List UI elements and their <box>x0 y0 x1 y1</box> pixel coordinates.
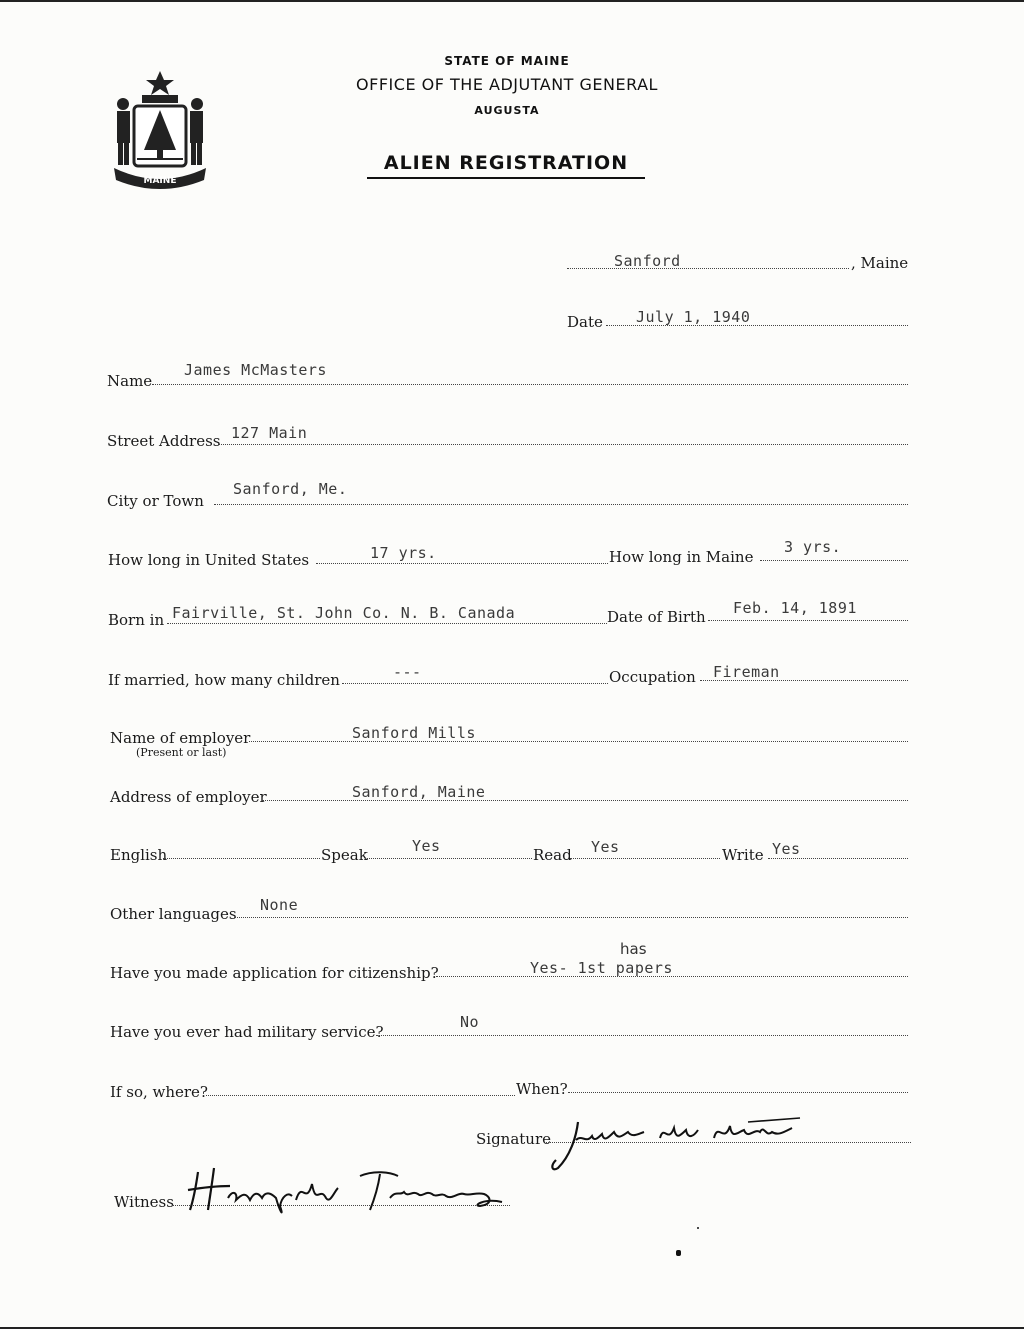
when-field[interactable] <box>568 1092 908 1093</box>
us-years-field[interactable] <box>316 563 608 564</box>
employer-sublabel: (Present or last) <box>136 746 227 759</box>
maine-years-label: How long in Maine <box>609 548 754 566</box>
other-languages-value: None <box>260 896 299 914</box>
seal-banner-text: MAINE <box>143 176 177 186</box>
citizenship-label: Have you made application for citizenship? <box>110 964 439 982</box>
witness-handwriting <box>184 1162 514 1218</box>
header-city: AUGUSTA <box>474 104 540 117</box>
dob-label: Date of Birth <box>607 608 706 626</box>
occupation-value: Fireman <box>713 663 780 681</box>
write-label: Write <box>722 846 764 864</box>
speak-value: Yes <box>412 837 441 855</box>
date-label: Date <box>567 313 603 331</box>
street-field[interactable] <box>219 444 908 445</box>
read-field[interactable] <box>570 858 720 859</box>
military-field[interactable] <box>376 1035 908 1036</box>
english-field[interactable] <box>163 858 320 859</box>
occupation-label: Occupation <box>609 668 696 686</box>
children-value: --- <box>393 663 422 681</box>
citizenship-value: Yes- 1st papers <box>530 959 673 977</box>
signature-handwriting <box>548 1114 818 1176</box>
born-label: Born in <box>108 611 165 629</box>
maine-years-field[interactable] <box>760 560 908 561</box>
speak-field[interactable] <box>365 858 532 859</box>
name-value: James McMasters <box>184 361 327 379</box>
us-years-value: 17 yrs. <box>370 544 437 562</box>
signature-label: Signature <box>476 1130 552 1148</box>
ink-speck <box>697 1227 699 1229</box>
street-value: 127 Main <box>231 424 308 442</box>
name-field[interactable] <box>152 384 908 385</box>
employer-address-label: Address of employer <box>110 788 267 806</box>
employer-address-value: Sanford, Maine <box>352 783 486 801</box>
military-value: No <box>460 1013 480 1031</box>
military-label: Have you ever had military service? <box>110 1023 384 1041</box>
dob-value: Feb. 14, 1891 <box>733 599 857 617</box>
ink-speck <box>676 1250 681 1256</box>
city-value: Sanford, Me. <box>233 480 348 498</box>
read-value: Yes <box>591 838 620 856</box>
dob-field[interactable] <box>708 620 908 621</box>
when-label: When? <box>516 1080 568 1098</box>
read-label: Read <box>533 846 572 864</box>
town-field[interactable] <box>567 268 849 269</box>
city-field[interactable] <box>214 504 908 505</box>
employer-value: Sanford Mills <box>352 724 476 742</box>
street-label: Street Address <box>107 432 221 450</box>
born-value: Fairville, St. John Co. N. B. Canada <box>172 604 516 622</box>
town-suffix: , Maine <box>851 254 909 272</box>
write-field[interactable] <box>768 858 908 859</box>
header-office: OFFICE OF THE ADJUTANT GENERAL <box>356 75 658 94</box>
write-value: Yes <box>772 840 801 858</box>
born-field[interactable] <box>167 623 607 624</box>
children-label: If married, how many children <box>108 671 340 689</box>
children-field[interactable] <box>342 683 608 684</box>
title-underline <box>367 177 645 179</box>
witness-label: Witness <box>114 1193 174 1211</box>
employer-label: Name of employer <box>110 729 251 747</box>
where-label: If so, where? <box>110 1083 208 1101</box>
employer-field[interactable] <box>249 741 908 742</box>
other-languages-field[interactable] <box>234 917 908 918</box>
speak-label: Speak <box>321 846 368 864</box>
maine-years-value: 3 yrs. <box>784 538 842 556</box>
city-label: City or Town <box>107 492 204 510</box>
page-title: ALIEN REGISTRATION <box>383 152 629 174</box>
other-languages-label: Other languages <box>110 905 237 923</box>
date-value: July 1, 1940 <box>636 308 751 326</box>
name-label: Name <box>107 372 153 390</box>
header-state: STATE OF MAINE <box>444 54 570 68</box>
citizenship-insert: has <box>620 940 647 958</box>
english-label: English <box>110 846 168 864</box>
where-field[interactable] <box>206 1095 515 1096</box>
town-value: Sanford <box>614 252 681 270</box>
us-years-label: How long in United States <box>108 551 310 569</box>
